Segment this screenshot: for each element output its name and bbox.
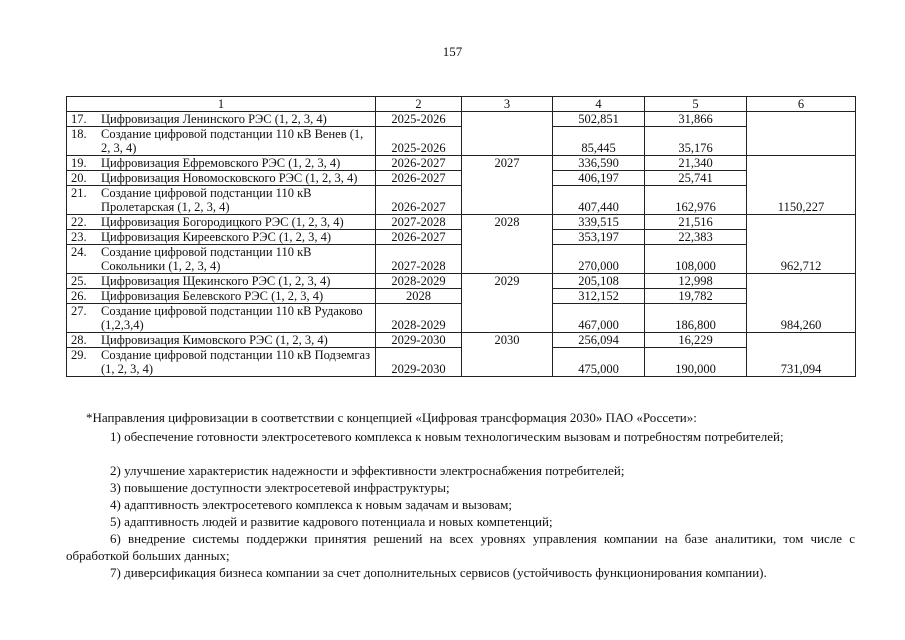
value-cell: 467,000 <box>553 304 645 333</box>
list-item: 6) внедрение системы поддержки принятия решений на всех уровнях управления компании на базе аналитики, том числе с обработкой больших данных; <box>66 531 855 563</box>
table-row <box>67 348 856 377</box>
project-name: Цифровизация Кимовского РЭС (1, 2, 3, 4) <box>101 333 328 347</box>
row-number: 20. <box>71 171 87 185</box>
year-group-cell <box>462 112 553 156</box>
page-number: 157 <box>442 44 463 59</box>
project-name: Цифровизация Белевского РЭС (1, 2, 3, 4) <box>101 289 324 303</box>
row-number: 29. <box>71 348 87 362</box>
value-cell: 336,590 <box>553 156 645 171</box>
projects-table <box>66 96 856 377</box>
value-cell: 186,800 <box>645 304 747 333</box>
years-cell: 2025-2026 <box>376 127 462 156</box>
row-number: 24. <box>71 245 87 259</box>
years-cell: 2027-2028 <box>376 215 462 230</box>
project-name: Создание цифровой подстанции 110 кВ Сокольники (1, 2, 3, 4) <box>101 245 312 273</box>
project-name: Цифровизация Киреевского РЭС (1, 2, 3, 4) <box>101 230 332 244</box>
header-cell: 4 <box>553 97 645 112</box>
years-cell: 2028 <box>376 289 462 304</box>
project-name-cell <box>67 171 376 186</box>
project-name: Создание цифровой подстанции 110 кВ Венев (1, 2, 3, 4) <box>101 127 364 155</box>
row-number: 28. <box>71 333 87 347</box>
project-name: Создание цифровой подстанции 110 кВ Рудаково (1,2,3,4) <box>101 304 363 332</box>
years-cell: 2026-2027 <box>376 230 462 245</box>
list-item: 5) адаптивность людей и развитие кадрового потенциала и новых компетенций; <box>110 514 553 529</box>
header-cell: 2 <box>376 97 462 112</box>
value-cell: 22,383 <box>645 230 747 245</box>
value-cell: 312,152 <box>553 289 645 304</box>
row-number: 18. <box>71 127 87 141</box>
year-group-cell: 2027 <box>462 156 553 215</box>
value-cell: 21,516 <box>645 215 747 230</box>
list-item: 2) улучшение характеристик надежности и эффективности электроснабжения потребителей; <box>110 463 625 478</box>
project-name-cell <box>67 215 376 230</box>
row-number: 27. <box>71 304 87 318</box>
total-cell: 1150,227 <box>747 156 856 215</box>
value-cell: 475,000 <box>553 348 645 377</box>
value-cell: 406,197 <box>553 171 645 186</box>
header-cell: 6 <box>747 97 856 112</box>
years-cell: 2026-2027 <box>376 171 462 186</box>
total-cell <box>747 112 856 156</box>
value-cell: 502,851 <box>553 112 645 127</box>
value-cell: 270,000 <box>553 245 645 274</box>
value-cell: 256,094 <box>553 333 645 348</box>
project-name: Цифровизация Ефремовского РЭС (1, 2, 3, 4) <box>101 156 341 170</box>
header-cell: 5 <box>645 97 747 112</box>
project-name-cell <box>67 112 376 127</box>
project-name: Цифровизация Ленинского РЭС (1, 2, 3, 4) <box>101 112 327 126</box>
project-name-cell <box>67 289 376 304</box>
list-item: 7) диверсификация бизнеса компании за счет дополнительных сервисов (устойчивость функционирования компании). <box>110 565 767 580</box>
list-item: 3) повышение доступности электросетевой инфраструктуры; <box>110 480 450 495</box>
value-cell: 85,445 <box>553 127 645 156</box>
table-row <box>67 215 856 230</box>
years-cell: 2027-2028 <box>376 245 462 274</box>
row-number: 22. <box>71 215 87 229</box>
table-row <box>67 127 856 156</box>
years-cell: 2029-2030 <box>376 348 462 377</box>
row-number: 26. <box>71 289 87 303</box>
row-number: 21. <box>71 186 87 200</box>
list-item: 1) обеспечение готовности электросетевого комплекса к новым технологическим вызовам и потребностям потребителей; <box>110 429 784 444</box>
value-cell: 31,866 <box>645 112 747 127</box>
footnote: *Направления цифровизации в соответствии с концепцией «Цифровая трансформация 2030» ПАО «Россети»: <box>86 410 697 425</box>
value-cell: 19,782 <box>645 289 747 304</box>
row-number: 23. <box>71 230 87 244</box>
row-number: 19. <box>71 156 87 170</box>
project-name-cell <box>67 127 376 156</box>
table-row <box>67 333 856 348</box>
table-row <box>67 245 856 274</box>
table-row <box>67 230 856 245</box>
project-name-cell <box>67 230 376 245</box>
value-cell: 190,000 <box>645 348 747 377</box>
project-name-cell <box>67 186 376 215</box>
year-group-cell: 2028 <box>462 215 553 274</box>
value-cell: 21,340 <box>645 156 747 171</box>
table-row <box>67 186 856 215</box>
row-number: 17. <box>71 112 87 126</box>
project-name: Создание цифровой подстанции 110 кВ Подземгаз (1, 2, 3, 4) <box>101 348 371 376</box>
total-cell: 962,712 <box>747 215 856 274</box>
project-name: Цифровизация Богородицкого РЭС (1, 2, 3, 4) <box>101 215 344 229</box>
table-row <box>67 304 856 333</box>
table-row <box>67 112 856 127</box>
value-cell: 16,229 <box>645 333 747 348</box>
value-cell: 25,741 <box>645 171 747 186</box>
project-name-cell <box>67 348 376 377</box>
total-cell: 984,260 <box>747 274 856 333</box>
project-name-cell <box>67 304 376 333</box>
header-cell: 3 <box>462 97 553 112</box>
list-item: 4) адаптивность электросетевого комплекса к новым задачам и вызовам; <box>110 497 513 512</box>
header-cell: 1 <box>67 97 376 112</box>
value-cell: 12,998 <box>645 274 747 289</box>
value-cell: 35,176 <box>645 127 747 156</box>
project-name: Цифровизация Щекинского РЭС (1, 2, 3, 4) <box>101 274 331 288</box>
value-cell: 407,440 <box>553 186 645 215</box>
project-name-cell <box>67 274 376 289</box>
total-cell: 731,094 <box>747 333 856 377</box>
table-row <box>67 289 856 304</box>
value-cell: 353,197 <box>553 230 645 245</box>
project-name: Создание цифровой подстанции 110 кВ Пролетарская (1, 2, 3, 4) <box>101 186 312 214</box>
table-row <box>67 171 856 186</box>
year-group-cell: 2029 <box>462 274 553 333</box>
project-name-cell <box>67 156 376 171</box>
project-name-cell <box>67 245 376 274</box>
years-cell: 2026-2027 <box>376 186 462 215</box>
value-cell: 205,108 <box>553 274 645 289</box>
years-cell: 2028-2029 <box>376 274 462 289</box>
table-row <box>67 274 856 289</box>
project-name-cell <box>67 333 376 348</box>
value-cell: 339,515 <box>553 215 645 230</box>
years-cell: 2025-2026 <box>376 112 462 127</box>
project-name: Цифровизация Новомосковского РЭС (1, 2, 3, 4) <box>101 171 358 185</box>
year-group-cell: 2030 <box>462 333 553 377</box>
years-cell: 2029-2030 <box>376 333 462 348</box>
value-cell: 162,976 <box>645 186 747 215</box>
table-header-row <box>67 97 856 112</box>
years-cell: 2028-2029 <box>376 304 462 333</box>
row-number: 25. <box>71 274 87 288</box>
years-cell: 2026-2027 <box>376 156 462 171</box>
table-row <box>67 156 856 171</box>
value-cell: 108,000 <box>645 245 747 274</box>
